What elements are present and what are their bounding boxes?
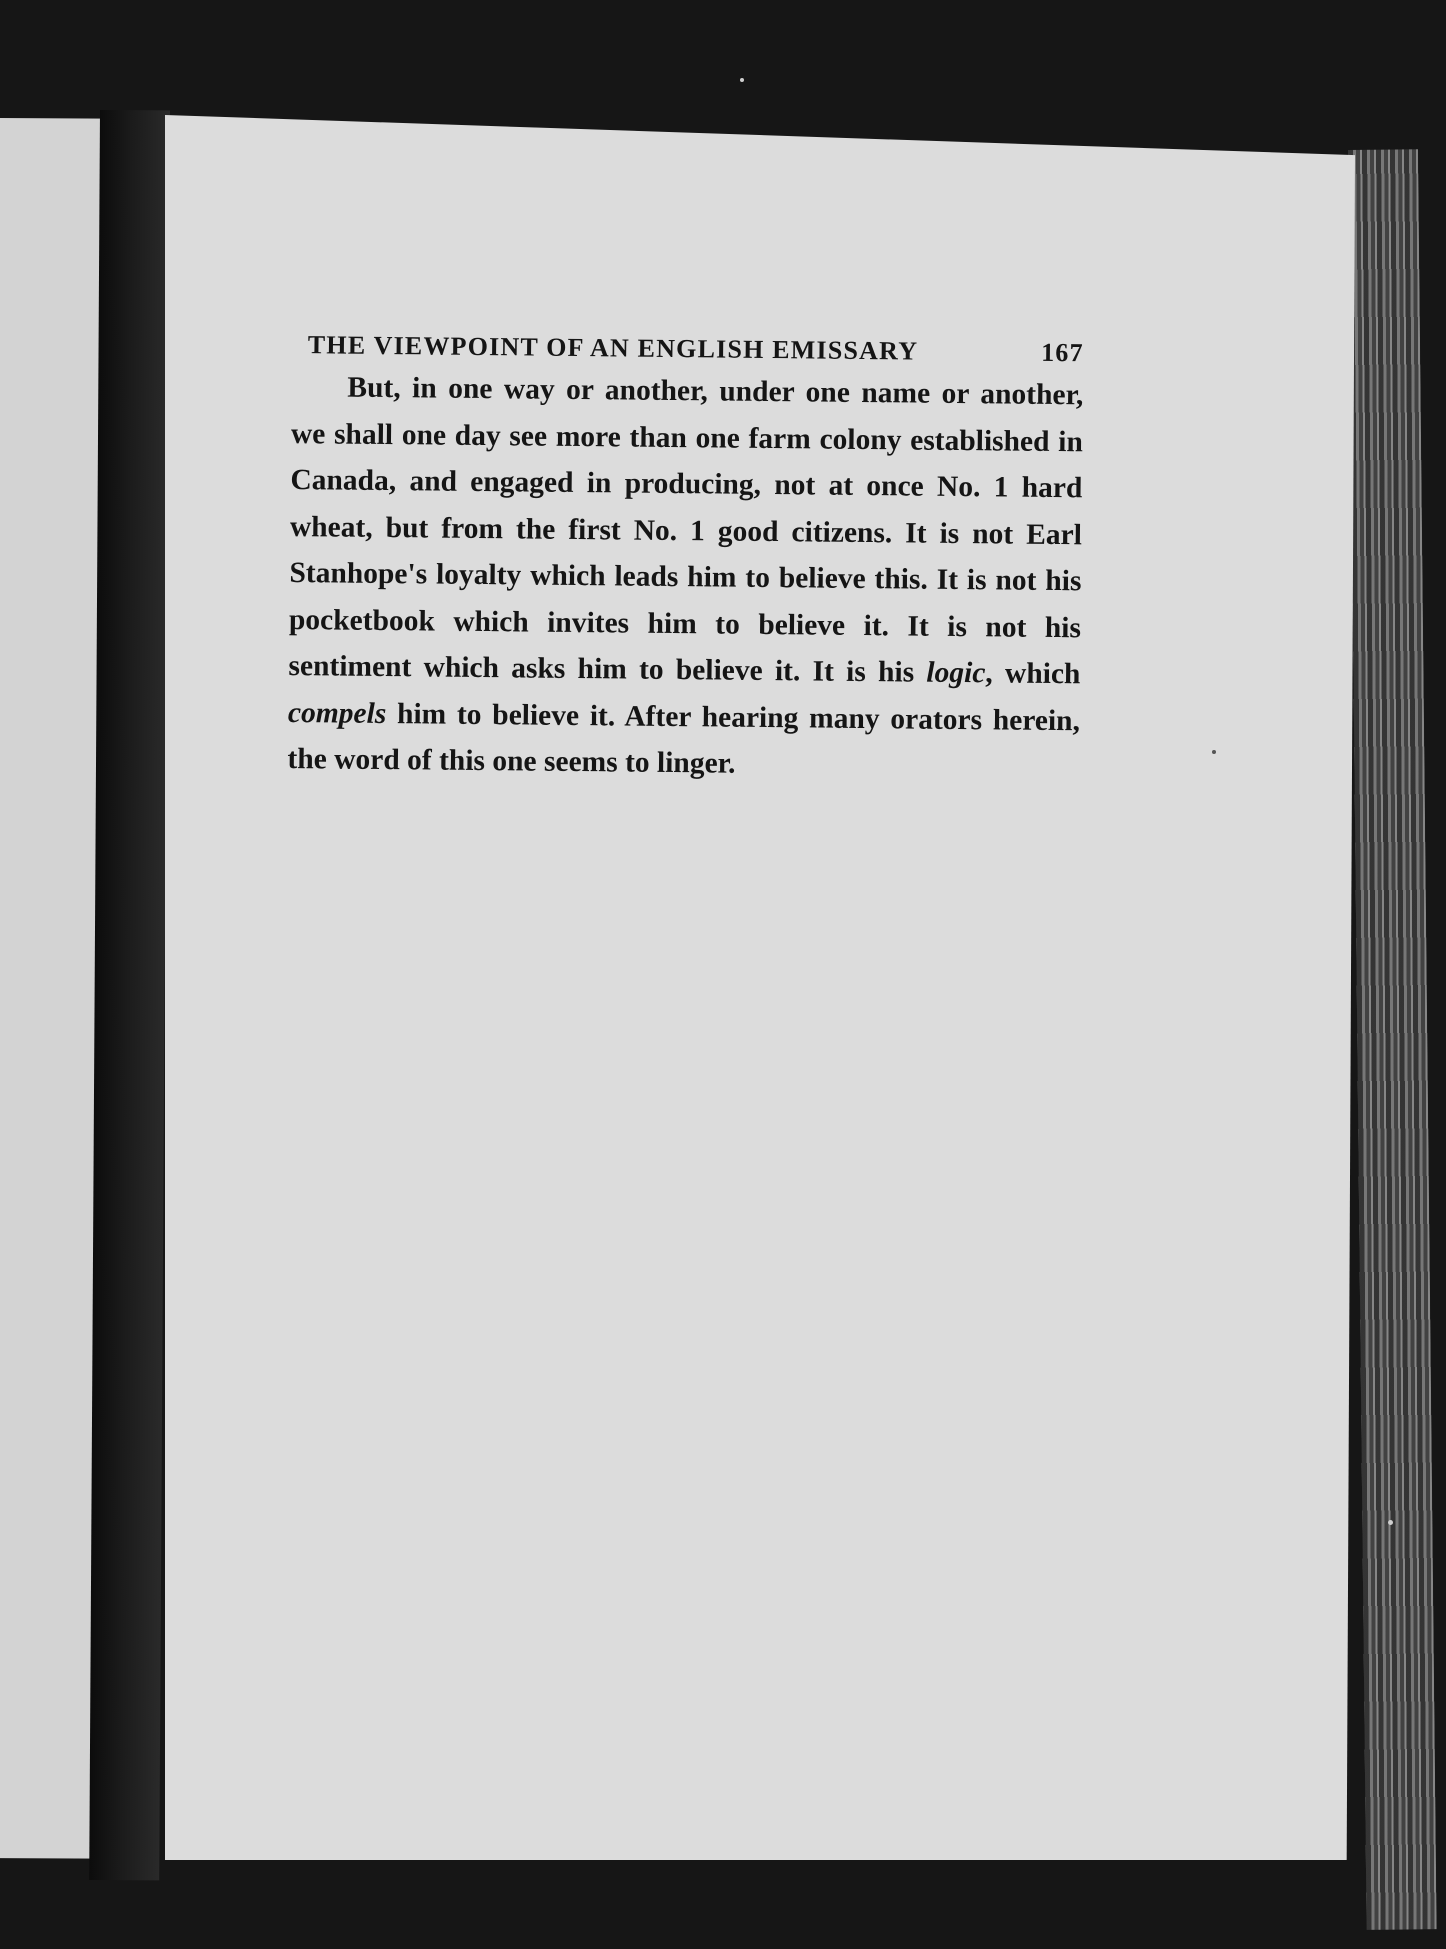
fragment xyxy=(0,590,14,636)
fragment xyxy=(0,636,13,682)
fragment xyxy=(0,682,13,728)
body-paragraph xyxy=(287,364,1083,791)
fragment xyxy=(0,498,14,544)
page-text-block xyxy=(287,330,1084,791)
running-head-title: THE VIEWPOINT OF AN ENGLISH EMISSARY xyxy=(307,330,919,366)
dust-speck xyxy=(1212,750,1216,754)
dust-speck xyxy=(1388,1520,1393,1525)
page-edges xyxy=(1348,149,1437,1930)
dust-speck xyxy=(740,78,744,82)
paragraph-text: But, in one way or another, under one name or another, we shall one day see more than one farm colony established in Canada, and engaged in producing, not at once No. 1 hard wheat, but from the first No. 1 good citizens. It is not Earl Stanhope's loyalty which leads him to believe this. It is not his pocketbook which invites him to believe it. It is not his sentiment which asks him to believe it. It is his xyxy=(288,371,1084,689)
fragment xyxy=(0,820,12,866)
paragraph-text: him to believe it. After hearing many orators herein, the word of this one seems to linger. xyxy=(287,697,1081,780)
italic-compels: compels xyxy=(287,696,387,730)
left-page-text-fragments xyxy=(0,498,14,958)
page-number: 167 xyxy=(1041,337,1084,368)
italic-logic: logic xyxy=(926,656,986,690)
paragraph-text: , which xyxy=(985,657,1081,691)
book-gutter xyxy=(89,110,170,1880)
fragment xyxy=(0,774,13,820)
fragment xyxy=(0,912,12,958)
fragment xyxy=(0,866,12,912)
fragment xyxy=(0,544,14,590)
fragment xyxy=(0,728,13,774)
